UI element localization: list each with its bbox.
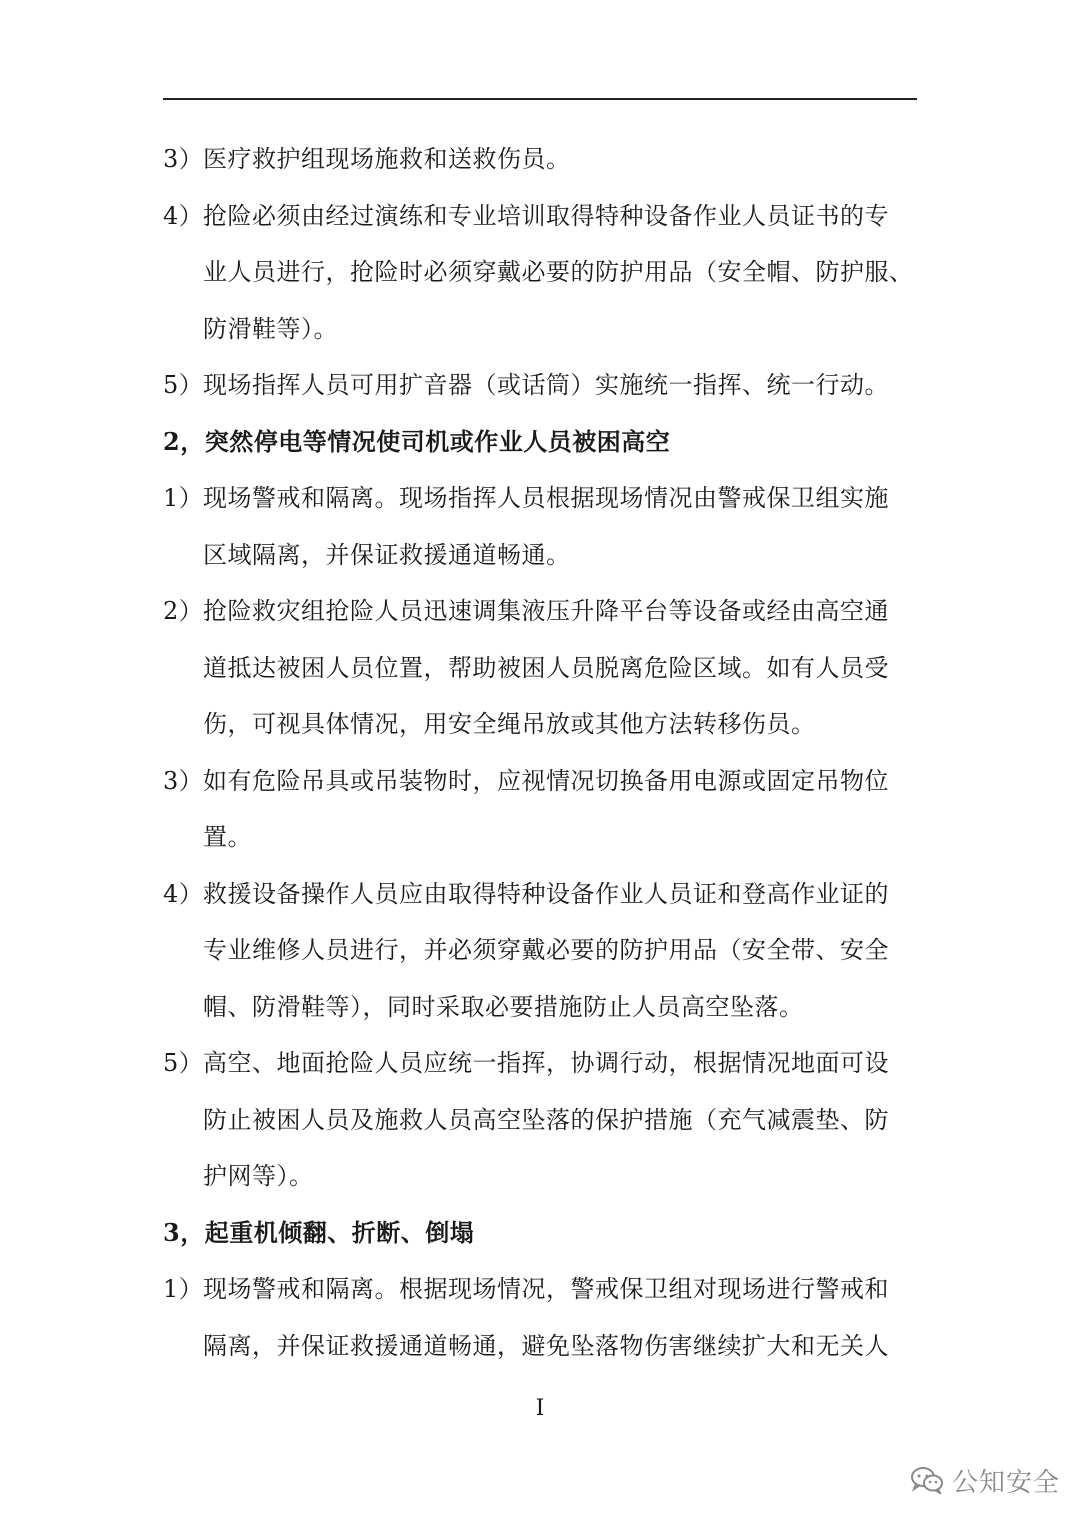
list-item-text: 置。 xyxy=(203,823,252,851)
list-item-number: 4） xyxy=(163,879,204,908)
list-item-text: 现场指挥人员可用扩音器（或话筒）实施统一指挥、统一行动。 xyxy=(203,371,889,399)
list-item-text: 高空、地面抢险人员应统一指挥，协调行动，根据情况地面可设 xyxy=(203,1049,889,1077)
list-item-text: 防止被困人员及施救人员高空坠落的保护措施（充气减震垫、防 xyxy=(203,1105,889,1134)
list-item-text: 业人员进行，抢险时必须穿戴必要的防护用品（安全帽、防护服、 xyxy=(203,258,914,286)
page-number: I xyxy=(535,1396,545,1421)
list-item-number: 4） xyxy=(163,201,204,230)
list-item-text: 专业维修人员进行，并必须穿戴必要的防护用品（安全带、安全 xyxy=(203,936,889,964)
list-item-number: 5） xyxy=(163,371,204,399)
list-item-text: 现场警戒和隔离。根据现场情况，警戒保卫组对现场进行警戒和 xyxy=(203,1275,889,1303)
list-item-text: 现场警戒和隔离。现场指挥人员根据现场情况由警戒保卫组实施 xyxy=(203,484,889,512)
watermark-text: 公知安全 xyxy=(952,1467,1061,1498)
section-heading: 2，突然停电等情况使司机或作业人员被困高空 xyxy=(163,426,671,456)
list-item-text: 防滑鞋等）。 xyxy=(203,314,338,343)
list-item-number: 2） xyxy=(163,597,204,625)
list-item-text: 如有危险吊具或吊装物时，应视情况切换备用电源或固定吊物位 xyxy=(203,766,889,795)
watermark xyxy=(910,1460,1060,1500)
list-item-text: 抢险必须由经过演练和专业培训取得特种设备作业人员证书的专 xyxy=(203,201,889,230)
list-item-text: 伤，可视具体情况，用安全绳吊放或其他方法转移伤员。 xyxy=(203,710,816,738)
list-item-number: 1） xyxy=(163,1275,204,1303)
list-item-text: 救援设备操作人员应由取得特种设备作业人员证和登高作业证的 xyxy=(203,879,889,908)
list-item-text: 隔离，并保证救援通道畅通，避免坠落物伤害继续扩大和无关人 xyxy=(203,1331,889,1360)
list-item-number: 3） xyxy=(163,145,204,173)
wechat-icon xyxy=(910,1466,944,1494)
list-item-text: 道抵达被困人员位置，帮助被困人员脱离危险区域。如有人员受 xyxy=(203,653,889,682)
list-item-text: 医疗救护组现场施救和送救伤员。 xyxy=(203,145,571,173)
list-item-text: 区域隔离，并保证救援通道畅通。 xyxy=(203,540,571,569)
list-item-text: 抢险救灾组抢险人员迅速调集液压升降平台等设备或经由高空通 xyxy=(203,597,889,625)
list-item-number: 1） xyxy=(163,484,204,512)
list-item-number: 5） xyxy=(163,1049,204,1077)
section-heading: 3，起重机倾翻、折断、倒塌 xyxy=(163,1217,475,1247)
list-item-number: 3） xyxy=(163,766,204,795)
list-item-text: 护网等）。 xyxy=(203,1162,314,1190)
list-item-text: 帽、防滑鞋等），同时采取必要措施防止人员高空坠落。 xyxy=(203,992,804,1021)
